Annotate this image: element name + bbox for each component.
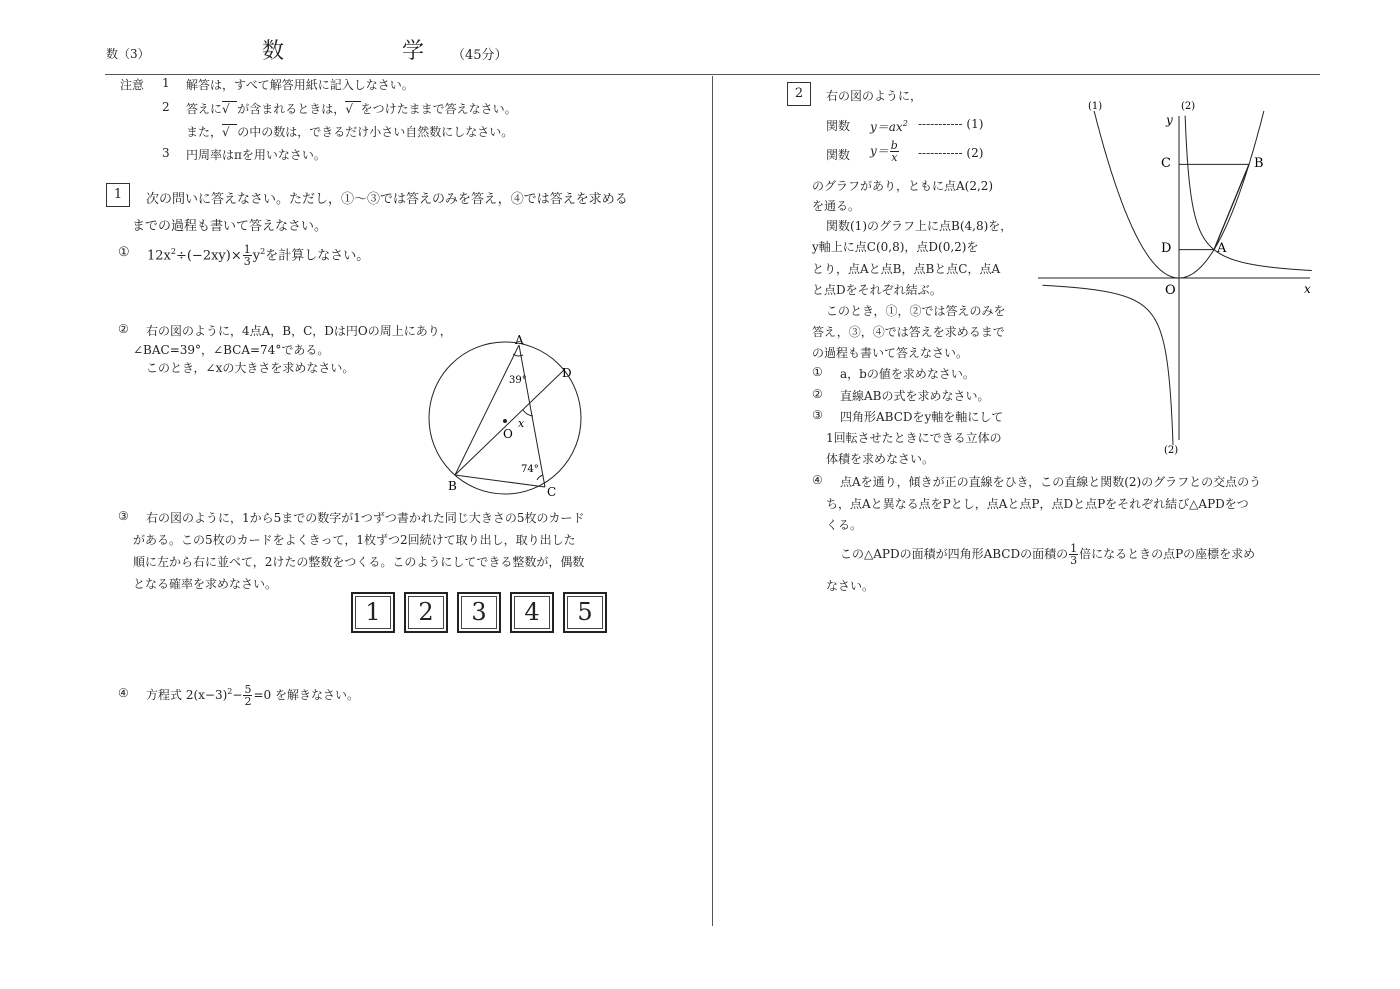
label-y: y xyxy=(1166,113,1173,127)
q1-part3-line4: となる確率を求めなさい。 xyxy=(133,577,278,591)
q1-part2-line2: ∠BAC=39°，∠BCA=74°である。 xyxy=(133,343,330,357)
note-2-number: 2 xyxy=(162,100,170,114)
function-2-tag: ----------- (2) xyxy=(918,146,984,160)
q1-part4-mark: ④ xyxy=(118,686,129,700)
column-divider xyxy=(712,76,713,926)
q2-desc-line4: y軸上に点C(0,8)，点D(0,2)を xyxy=(812,240,979,254)
label-x: x xyxy=(518,417,525,430)
label-c: C xyxy=(1161,156,1171,171)
label-a: A xyxy=(1217,241,1227,256)
card-2: 2 xyxy=(404,592,448,633)
circle-figure xyxy=(420,332,595,502)
card-5: 5 xyxy=(563,592,607,633)
page-label: 数（3） xyxy=(106,47,150,61)
q1-part4-expression: 方程式 $2(x-3)^2-$ $\frac{5}{2}$ =0 を解きなさい。 xyxy=(146,683,359,708)
function-graph xyxy=(1034,96,1320,460)
hyperbola-curve-q3 xyxy=(1043,285,1174,445)
subject-title-2: 学 xyxy=(402,39,425,64)
question-1-number: 1 xyxy=(106,183,130,207)
function-1-tag: ----------- (1) xyxy=(918,117,984,131)
label-curve-2-top: (2) xyxy=(1181,101,1196,112)
q2-sub4-line5: なさい。 xyxy=(826,579,875,593)
q2-sub4-line2: ち，点Aと異なる点をPとし，点Aと点P，点Dと点Pをそれぞれ結び△APDをつ xyxy=(826,497,1249,511)
circle-o xyxy=(429,342,581,494)
note-3-text: 円周率はπを用いなさい。 xyxy=(186,148,326,162)
label-b: B xyxy=(448,479,457,493)
question-1-intro-2: までの過程も書いて答えなさい。 xyxy=(132,219,328,234)
q2-sub3-line1: 四角形ABCDをy軸を軸にして xyxy=(840,410,1004,424)
label-angle-a: 39° xyxy=(509,375,527,386)
label-d: D xyxy=(1161,241,1172,256)
header-rule xyxy=(105,74,1320,75)
q1-part1-expression: $12x^2\div(-2xy)\times$ $\frac{1}{3}$ $y^2$を計算しなさい。 xyxy=(147,243,370,269)
sqrt-symbol: √ xyxy=(345,102,361,116)
label-o: O xyxy=(1165,283,1176,298)
fraction: $\frac{5}{2}$ xyxy=(244,683,252,708)
q2-sub2-text: 直線ABの式を求めなさい。 xyxy=(840,389,990,403)
q2-sub4-line1: 点Aを通り，傾きが正の直線をひき，この直線と関数(2)のグラフとの交点のう xyxy=(840,475,1262,489)
q2-sub1-text: a，bの値を求めなさい。 xyxy=(840,367,975,381)
q2-sub3-line2: 1回転させたときにできる立体の xyxy=(826,431,1002,445)
q2-sub3-line3: 体積を求めなさい。 xyxy=(826,452,935,466)
q2-desc-line3: 関数(1)のグラフ上に点B(4,8)を， xyxy=(826,219,1013,233)
hyperbola-curve-q1 xyxy=(1185,116,1312,271)
note-1-text: 解答は，すべて解答用紙に記入しなさい。 xyxy=(186,78,414,92)
q2-sub2-mark: ② xyxy=(812,387,823,401)
function-1-label: 関数 xyxy=(826,119,851,133)
subject-title-1: 数 xyxy=(262,39,285,64)
function-2-label: 関数 xyxy=(826,148,851,162)
label-o: O xyxy=(503,427,513,441)
question-2-number: 2 xyxy=(787,82,811,106)
q2-desc-line6: と点Dをそれぞれ結ぶ。 xyxy=(812,283,942,297)
fraction: $\frac{1}{3}$ xyxy=(243,243,251,269)
q1-part3-line3: 順に左から右に並べて，2けたの整数をつくる。このようにしてできる整数が，偶数 xyxy=(133,555,585,569)
q1-part3-mark: ③ xyxy=(118,509,129,523)
card-3: 3 xyxy=(457,592,501,633)
question-2-intro: 右の図のように， xyxy=(826,89,923,103)
label-angle-c: 74° xyxy=(521,464,539,475)
label-x: x xyxy=(1304,282,1311,296)
label-curve-1: (1) xyxy=(1088,101,1103,112)
label-b: B xyxy=(1254,156,1264,171)
q2-desc-line1: のグラフがあり，ともに点A(2,2) xyxy=(812,179,994,193)
q2-sub4-line3: くる。 xyxy=(826,518,863,532)
q2-sub4-line4: この△APDの面積が四角形ABCDの面積の $\frac{1}{3}$ 倍になるときの点Pの座標を求め xyxy=(840,542,1256,567)
sqrt-symbol: √ xyxy=(222,102,238,116)
q2-sub4-mark: ④ xyxy=(812,473,823,487)
q1-part3-line1: 右の図のように，1から5までの数字が1つずつ書かれた同じ大きさの5枚のカード xyxy=(146,511,585,525)
label-c: C xyxy=(547,485,557,499)
q1-part3-line2: がある。この5枚のカードをよくきって，1枚ずつ2回続けて取り出し，取り出した xyxy=(133,533,576,547)
card-1: 1 xyxy=(351,592,395,633)
q1-part2-line1: 右の図のように，4点A，B，C，Dは円Oの周上にあり， xyxy=(146,324,452,338)
label-d: D xyxy=(562,366,572,380)
note-1-number: 1 xyxy=(162,76,170,90)
q2-desc-line8: 答え，③，④では答えを求めるまで xyxy=(812,325,1005,339)
q1-part2-line3: このとき，∠xの大きさを求めなさい。 xyxy=(146,361,355,375)
function-2-expression: y＝ $\frac{b}{x}$ xyxy=(870,139,898,164)
function-1-expression: $y=ax^2$ xyxy=(870,119,908,134)
segment-ab xyxy=(455,345,519,475)
angle-c-arc xyxy=(537,475,543,480)
center-point xyxy=(503,419,507,423)
card-4: 4 xyxy=(510,592,554,633)
q2-sub1-mark: ① xyxy=(812,365,823,379)
time-limit: （45分） xyxy=(452,48,508,63)
q2-desc-line2: を通る。 xyxy=(812,199,861,213)
question-1-intro: 次の問いに答えなさい。ただし，①～③では答えのみを答え，④では答えを求める xyxy=(146,192,628,207)
fraction: $\frac{b}{x}$ xyxy=(890,139,898,164)
q2-desc-line9: の過程も書いて答えなさい。 xyxy=(812,346,969,360)
notes-label: 注意 xyxy=(120,78,145,92)
note-3-number: 3 xyxy=(162,146,170,160)
q2-desc-line5: とり，点Aと点B，点Bと点C，点A xyxy=(812,262,1001,276)
fraction: $\frac{1}{3}$ xyxy=(1070,542,1078,567)
q2-sub3-mark: ③ xyxy=(812,408,823,422)
label-a: A xyxy=(515,333,524,347)
segment-ab xyxy=(1214,164,1249,249)
note-2-text: 答えに√ が含まれるときは，√ をつけたままで答えなさい。 xyxy=(186,102,517,116)
note-2-text-continued: また，√ の中の数は，できるだけ小さい自然数にしなさい。 xyxy=(186,125,514,139)
q1-part1-mark: ① xyxy=(118,245,130,260)
sqrt-symbol: √ xyxy=(222,125,238,139)
label-curve-2-bottom: (2) xyxy=(1164,445,1179,456)
q1-part2-mark: ② xyxy=(118,322,129,336)
q2-desc-line7: このとき，①，②では答えのみを xyxy=(826,304,1006,318)
